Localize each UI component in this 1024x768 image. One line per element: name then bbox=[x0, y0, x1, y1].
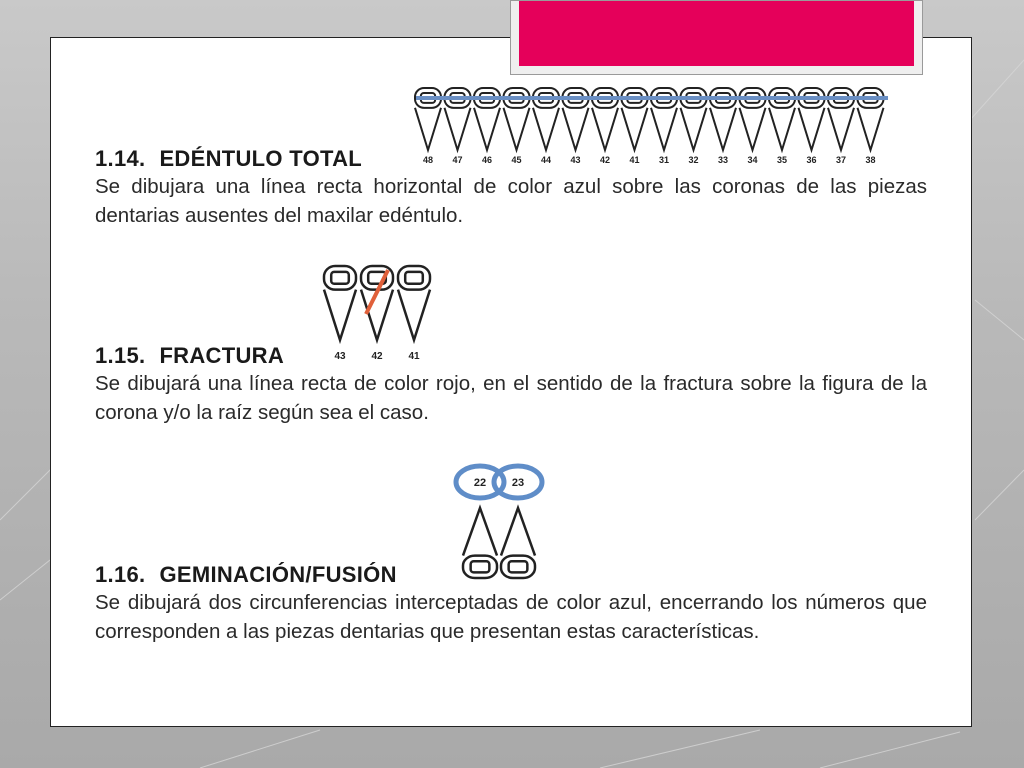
tooth-icon bbox=[398, 266, 430, 340]
section-geminacion bbox=[95, 562, 927, 646]
tooth-number: 43 bbox=[334, 351, 346, 362]
section-number: 1.14. bbox=[95, 146, 146, 171]
section-text: Se dibujará dos circunferencias interceptadas de color azul, encerrando los números que corresponden a las piezas dentarias que presentan estas características. bbox=[95, 591, 927, 643]
tooth-number: 37 bbox=[835, 155, 847, 165]
tooth-number: 45 bbox=[511, 155, 522, 165]
tooth-number: 42 bbox=[371, 351, 383, 362]
section-text: Se dibujará una línea recta de color rojo, en el sentido de la fractura sobre la figura de la corona y/o la raíz según sea el caso. bbox=[95, 372, 927, 424]
tooth-number: 38 bbox=[865, 155, 876, 165]
section-heading bbox=[95, 343, 927, 369]
title-placeholder-bar bbox=[519, 1, 914, 66]
section-heading bbox=[95, 562, 927, 588]
tooth-number: 31 bbox=[658, 155, 670, 165]
tooth-icon bbox=[361, 266, 393, 340]
section-title: FRACTURA bbox=[159, 343, 285, 368]
tooth-number: 46 bbox=[481, 155, 493, 165]
tooth-number: 35 bbox=[776, 155, 788, 165]
section-number: 1.15. bbox=[95, 343, 146, 368]
tooth-number: 42 bbox=[599, 155, 611, 165]
section-edentulo bbox=[95, 146, 927, 230]
section-fractura bbox=[95, 343, 927, 427]
tooth-number: 47 bbox=[452, 155, 463, 165]
tooth-number: 48 bbox=[422, 155, 434, 165]
section-title: GEMINACIÓN/FUSIÓN bbox=[159, 562, 397, 587]
tooth-number: 36 bbox=[806, 155, 817, 165]
tooth-number: 34 bbox=[747, 155, 758, 165]
tooth-number: 23 bbox=[511, 477, 525, 489]
section-title: EDÉNTULO TOTAL bbox=[159, 146, 363, 171]
section-text: Se dibujara una línea recta horizontal de color azul sobre las coronas de las piezas dentarias ausentes del maxilar edéntulo. bbox=[95, 175, 927, 227]
title-placeholder-frame bbox=[510, 0, 923, 75]
tooth-number: 41 bbox=[629, 155, 640, 165]
tooth-number: 22 bbox=[473, 477, 487, 489]
tooth-icon bbox=[324, 266, 356, 340]
tooth-number: 32 bbox=[688, 155, 699, 165]
tooth-number: 41 bbox=[408, 351, 420, 362]
section-heading bbox=[95, 146, 927, 172]
tooth-number: 44 bbox=[540, 155, 552, 165]
tooth-number: 33 bbox=[717, 155, 729, 165]
tooth-number: 43 bbox=[570, 155, 581, 165]
section-number: 1.16. bbox=[95, 562, 146, 587]
